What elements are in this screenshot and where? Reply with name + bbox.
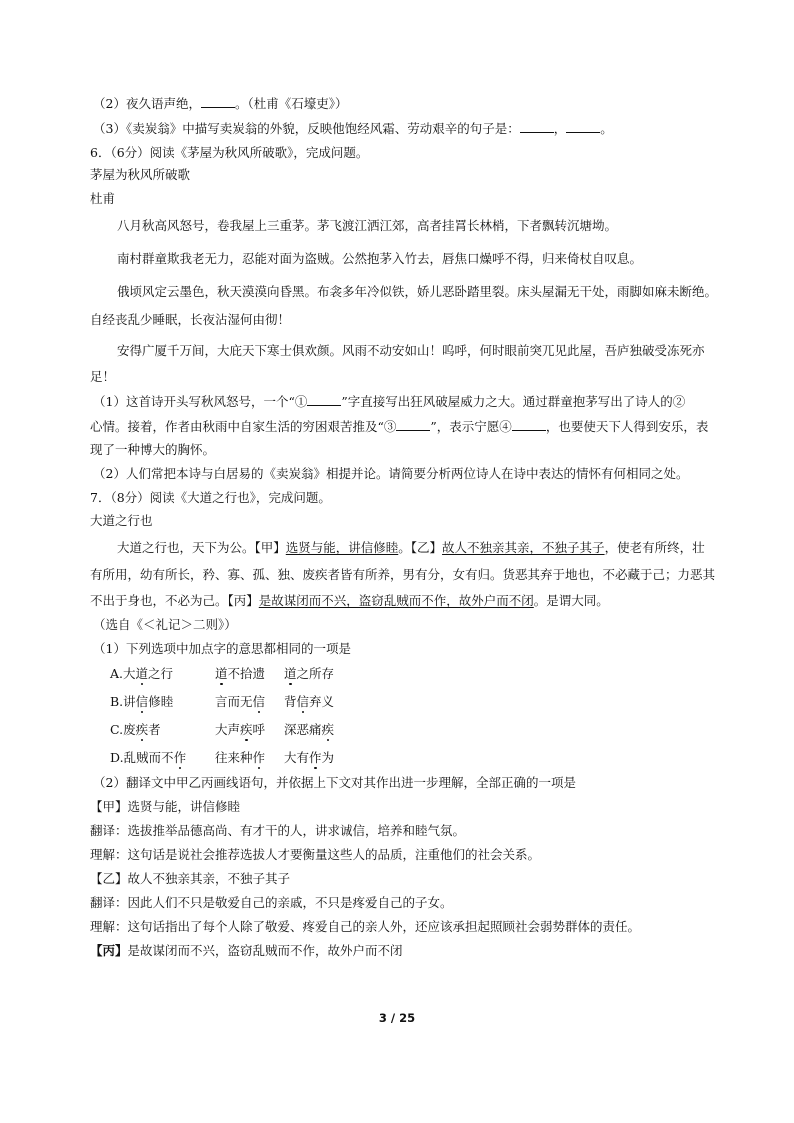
- dotted-char: 作: [309, 750, 322, 765]
- opt-text: 往来种: [215, 750, 253, 765]
- q6-sub-1-line-2: [90, 418, 708, 435]
- option-col-3: [284, 666, 334, 682]
- q6-sub-1-text-c: 心情。接着，作者由秋雨中自家生活的穷困艰苦推及“③: [90, 419, 397, 434]
- opt-text: D.乱贼而不: [110, 750, 174, 765]
- q7-yi-understanding: 理解：这句话指出了每个人除了敬爱、疼爱自己的亲人外，还应该承担起照顾社会弱势群体的责任。: [90, 919, 641, 934]
- q6-stanza-2: 南村群童欺我老无力，忍能对面为盗贼。公然抱茅入竹去，唇焦口燥呼不得，归来倚杖自叹息。: [117, 251, 643, 266]
- opt-text: 呼: [252, 722, 266, 737]
- q7-p3-text-a: 不出于身也，不必为己。【丙】: [90, 593, 259, 608]
- q7-jia-label: 【甲】选贤与能，讲信修睦: [90, 799, 241, 814]
- q6-poem-title: 茅屋为秋风所破歌: [90, 167, 191, 182]
- option-col-2: [215, 722, 265, 738]
- opt-text: 之行: [148, 666, 174, 681]
- option-col-2: [215, 666, 265, 682]
- opt-text: 修睦: [148, 694, 174, 709]
- dotted-char: 道: [284, 666, 297, 681]
- q6-stanza-3-line-2: 自经丧乱少睡眠，长夜沾湿何由彻！: [90, 312, 291, 327]
- q6-stanza-4-line-2: 足！: [90, 369, 116, 384]
- q7-source: （选自《＜礼记＞二则》）: [93, 617, 237, 632]
- q7-passage-line-1: [117, 540, 705, 556]
- answer-blank[interactable]: [201, 95, 235, 108]
- underlined-yi: 故人不独亲其亲，不独子其子: [442, 540, 605, 555]
- q6-sub-1-text-a: （1）这首诗开头写秋风怒号，一个“①: [93, 394, 308, 409]
- dotted-char: 信: [252, 694, 266, 709]
- q6-sub-1-text-b: ”字直接写出狂风破屋威力之大。通过群童抱茅写出了诗人的②: [341, 394, 686, 409]
- q5-line-2-text: （2）夜久语声绝，: [93, 96, 201, 111]
- option-col-2: [215, 750, 265, 766]
- dotted-char: 疾: [135, 722, 149, 737]
- opt-text: B.讲: [110, 694, 136, 709]
- q7-passage-title: 大道之行也: [90, 513, 153, 528]
- q7-jia-understanding: 理解：这句话是说社会推荐选拔人才要衡量这些人的品质，注重他们的社会关系。: [90, 847, 541, 862]
- dotted-char: 信: [135, 694, 149, 709]
- opt-text: A.大: [110, 666, 136, 681]
- bing-text: 是故谋闭而不兴，盗窃乱贼而不作，故外户而不闭: [127, 943, 403, 958]
- opt-text: 者: [148, 722, 161, 737]
- q6-stanza-4-line-1: 安得广厦千万间，大庇天下寒士俱欢颜。风雨不动安如山！呜呼，何时眼前突兀见此屋，吾庐独破受冻死亦: [117, 343, 705, 358]
- q6-stanza-1: 八月秋高风怒号，卷我屋上三重茅。茅飞渡江洒江郊，高者挂罥长林梢，下者飘转沉塘坳。: [117, 218, 618, 233]
- q5-line-3-text: （3）《卖炭翁》中描写卖炭翁的外貌，反映他饱经风霜、劳动艰辛的句子是：: [93, 121, 520, 136]
- option-col-1: [110, 750, 186, 766]
- dotted-char: 信: [296, 694, 310, 709]
- q7-jia-translation: 翻译：选拔推举品德高尚、有才干的人，讲求诚信，培养和睦气氛。: [90, 823, 466, 838]
- q7-bing-label: [90, 943, 403, 959]
- q6-stanza-3-line-1: 俄顷风定云墨色，秋天漠漠向昏黑。布衾多年冷似铁，娇儿恶卧踏里裂。床头屋漏无干处，雨脚如麻未断绝。: [117, 284, 718, 299]
- bing-bracket: 【丙】: [90, 943, 128, 958]
- dotted-char: 疾: [321, 722, 335, 737]
- q5-line-2: [93, 95, 347, 112]
- q7-yi-label: 【乙】故人不独亲其亲，不独子其子: [90, 871, 291, 886]
- q7-passage-line-3: [90, 593, 609, 609]
- opt-text: 大有: [284, 750, 310, 765]
- q6-sub-1-line-1: [93, 393, 685, 410]
- q6-sub-1-line-3: 现了一种博大的胸怀。: [90, 442, 216, 457]
- q6-heading: 6．（6分）阅读《茅屋为秋风所破歌》，完成问题。: [90, 145, 369, 160]
- dotted-char: 作: [252, 750, 266, 765]
- answer-blank[interactable]: [307, 393, 341, 406]
- option-col-1: [110, 722, 161, 738]
- q7-p1-text-a: 大道之行也，天下为公。【甲】: [117, 540, 286, 555]
- opt-text: C.废: [110, 722, 136, 737]
- q7-yi-translation: 翻译：因此人们不只是敬爱自己的亲戚，不只是疼爱自己的子女。: [90, 895, 453, 910]
- q7-p3-text-b: 。是谓大同。: [533, 593, 609, 608]
- opt-text: 深恶痛: [284, 722, 322, 737]
- dotted-char: 道: [135, 666, 149, 681]
- q7-heading: 7．（8分）阅读《大道之行也》，完成问题。: [90, 490, 331, 505]
- dotted-char: 道: [215, 666, 228, 681]
- dotted-char: 作: [173, 750, 187, 765]
- option-col-3: [284, 722, 334, 738]
- q7-sub-2: （2）翻译文中甲乙丙画线语句，并依据上下文对其作出进一步理解，全部正确的一项是: [93, 775, 576, 790]
- answer-blank[interactable]: [396, 418, 430, 431]
- answer-blank[interactable]: [512, 418, 546, 431]
- q7-p1-text-b: 。【乙】: [398, 540, 443, 555]
- period: 。: [600, 121, 613, 136]
- q6-sub-1-text-e: ，也要使天下人得到安乐，表: [545, 419, 709, 434]
- q5-line-2-source: 。（杜甫《石壕吏》）: [234, 96, 348, 111]
- page-number: 3 / 25: [378, 1011, 416, 1025]
- opt-text: 背: [284, 694, 297, 709]
- option-col-3: [284, 750, 334, 766]
- opt-text: 为: [321, 750, 335, 765]
- q6-sub-2: （2）人们常把本诗与白居易的《卖炭翁》相提并论。请简要分析两位诗人在诗中表达的情怀有何相同之处。: [93, 466, 689, 481]
- q6-poem-author: 杜甫: [90, 191, 116, 206]
- opt-text: 大声: [215, 722, 241, 737]
- option-col-2: [215, 694, 265, 710]
- q6-sub-1-text-d: ”，表示宁愿④: [430, 419, 512, 434]
- option-col-3: [284, 694, 334, 710]
- opt-text: 不拾遗: [227, 666, 266, 681]
- comma: ，: [553, 121, 567, 136]
- opt-text: 弃义: [309, 694, 335, 709]
- option-col-1: [110, 666, 173, 682]
- q7-p1-text-c: ，使老有所终，壮: [604, 540, 705, 555]
- answer-blank[interactable]: [520, 120, 554, 133]
- q7-passage-line-2: 有所用，幼有所长，矜、寡、孤、独、废疾者皆有所养，男有分，女有归。货恶其弃于地也，不必藏于己；力恶其: [90, 567, 716, 582]
- q7-sub-1: （1）下列选项中加点字的意思都相同的一项是: [93, 641, 351, 656]
- dotted-char: 疾: [240, 722, 253, 737]
- underlined-bing: 是故谋闭而不兴，盗窃乱贼而不作，故外户而不闭: [258, 593, 534, 608]
- q5-line-3: [93, 120, 613, 137]
- opt-text: 之所存: [296, 666, 335, 681]
- underlined-jia: 选贤与能，讲信修睦: [285, 540, 399, 555]
- answer-blank[interactable]: [566, 120, 600, 133]
- option-col-1: [110, 694, 173, 710]
- opt-text: 言而无: [215, 694, 253, 709]
